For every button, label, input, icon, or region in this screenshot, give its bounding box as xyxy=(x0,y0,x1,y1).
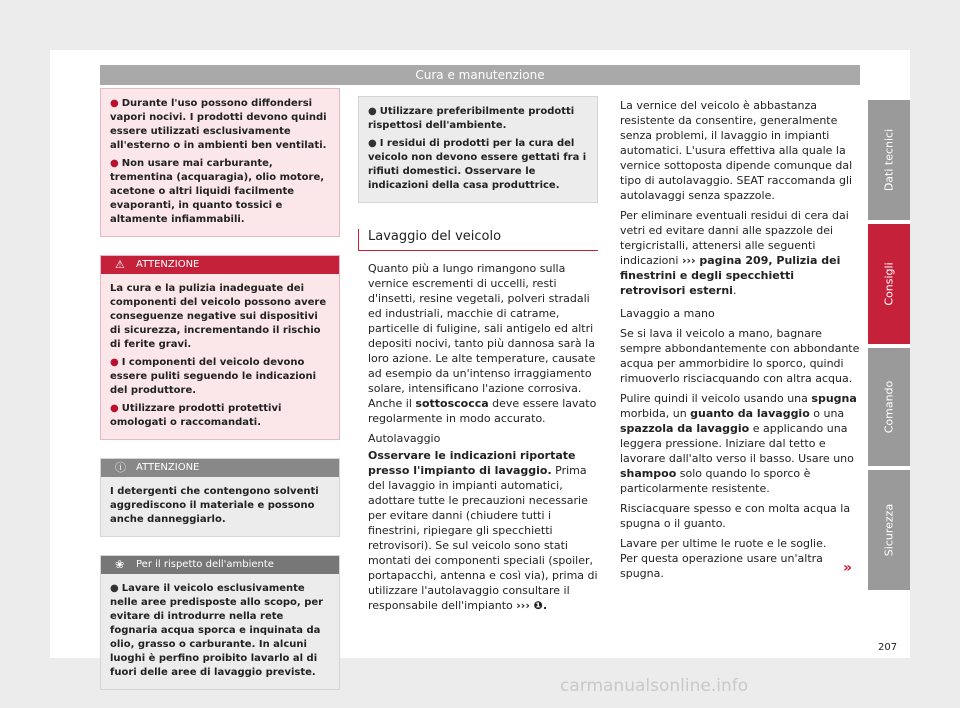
page-number: 207 xyxy=(878,642,898,653)
paragraph: Osservare le indicazioni riportate presso l'impianto di lavaggio. Prima del lavaggio in impianti automatici, adottare tutte le precauzioni necessarie per evitare danni (chiudere tutti i finestrini, ripiegare gli specchietti retrovisori). Se sul veicolo sono stati montati dei componenti speciali (spoiler, portapacchi, antenna e così via), prima di utilizzare l'autolavaggio consultare il responsabile dell'impianto ››› ❶. xyxy=(368,449,598,612)
paragraph: Risciacquare spesso e con molta acqua la spugna o il guanto. xyxy=(620,502,851,530)
bullet-item: ● I residui di prodotti per la cura del veicolo non devono essere gettati fra i rifiuti domestici. Osservare le indicazioni della casa produttrice. xyxy=(368,138,587,191)
paragraph: Pulire quindi il veicolo usando una spugna morbida, un guanto da lavaggio o una spazzola da lavaggio e applicando una leggera pressione. Iniziare dal tetto e lavorare dall'alto verso il basso. Usare uno shampoo solo quando lo sporco è particolarmente resistente. xyxy=(620,392,857,495)
bullet-item: ● Lavare il veicolo esclusivamente nelle aree predisposte allo scopo, per evitare di introdurre nella rete fognaria acqua sporca e inquinata da olio, grasso o carburante. In alcuni luoghi è perfino proibito lavarlo al di fuori delle aree di lavaggio previste. xyxy=(110,583,324,678)
warning-header: ⚠ ATTENZIONE xyxy=(101,256,339,274)
warning-intro: La cura e la pulizia inadeguate dei componenti del veicolo possono avere conseguenze negative sui dispositivi di sicurezza, incrementando il rischio di ferite gravi. xyxy=(110,283,327,350)
warning-continuation-box xyxy=(100,88,340,237)
section-title: Lavaggio del veicolo xyxy=(358,229,598,251)
continue-arrow-icon: » xyxy=(843,560,853,576)
tab-consigli[interactable]: Consigli xyxy=(868,224,910,344)
environment-box xyxy=(100,555,340,690)
environment-leaf-icon: ❀ xyxy=(115,558,125,571)
paragraph: Lavare per ultime le ruote e le soglie. Per questa operazione usare un'altra spugna. xyxy=(620,537,827,580)
notice-text: I detergenti che contengono solventi aggrediscono il materiale e possono anche danneggiarlo. xyxy=(110,486,319,525)
cross-reference-link[interactable]: ››› ❶. xyxy=(516,599,548,612)
warning-box-attenzione xyxy=(100,255,340,440)
info-circle-icon: ⓘ xyxy=(115,461,126,474)
notice-header: ⓘ ATTENZIONE xyxy=(101,459,339,477)
page-reference-link[interactable]: ››› pagina 209, Pulizia dei finestrini e degli specchietti retrovisori esterni xyxy=(620,254,841,297)
environment-continuation-box xyxy=(358,96,598,203)
tab-sicurezza[interactable]: Sicurezza xyxy=(868,470,910,590)
bullet-item: ● Non usare mai carburante, trementina (acquaragia), olio motore, acetone o altri liquidi facilmente evaporanti, in quanto tossici e altamente infiammabili. xyxy=(110,158,325,225)
bullet-item: ● Durante l'uso possono diffondersi vapori nocivi. I prodotti devono quindi essere utilizzati esclusivamente all'esterno o in ambienti ben ventilati. xyxy=(110,98,327,151)
subheading-autolavaggio: Autolavaggio xyxy=(368,432,441,445)
page-header: Cura e manutenzione xyxy=(100,65,860,85)
paragraph: Quanto più a lungo rimangono sulla vernice escrementi di uccelli, resti d'insetti, resine vegetali, polveri stradali ed industriali, macchie di catrame, particelle di fuligine, sali antigelo ed altri depositi nocivi, tanto più dannosa sarà la loro azione. Le alte temperature, causate ad esempio da un'intenso irraggiamento solare, intensificano l'azione corrosiva. Anche il sottoscocca deve essere lavato regolarmente in modo accurato. xyxy=(368,262,597,425)
subheading-lavaggio-a-mano: Lavaggio a mano xyxy=(620,307,715,320)
paragraph: Per eliminare eventuali residui di cera dai vetri ed evitare danni alle spazzole dei tergicristalli, attenersi alle seguenti indicazioni ››› pagina 209, Pulizia dei finestrini e degli specchietti retrovisori esterni. xyxy=(620,209,849,297)
column-middle xyxy=(358,96,598,618)
bullet-item: ● I componenti del veicolo devono essere puliti seguendo le indicazioni del produttore. xyxy=(110,357,317,396)
warning-triangle-icon: ⚠ xyxy=(115,258,125,271)
paragraph: Se si lava il veicolo a mano, bagnare sempre abbondantemente con abbondante acqua per ammorbidire lo sporco, quindi rimuoverlo risciacquando con altra acqua. xyxy=(620,327,860,385)
tab-comando[interactable]: Comando xyxy=(868,348,910,466)
environment-header: ❀ Per il rispetto dell'ambiente xyxy=(101,556,339,574)
bullet-item: ● Utilizzare prodotti protettivi omologati o raccomandati. xyxy=(110,403,282,428)
paragraph: La vernice del veicolo è abbastanza resistente da consentire, generalmente senza problemi, il lavaggio in impianti automatici. L'usura effettiva alla quale la vernice sottoposta dipende comunque dal tipo di autolavaggio. SEAT raccomanda gli autolavaggi senza spazzole. xyxy=(620,99,853,202)
watermark: carmanualsonline.info xyxy=(560,676,749,696)
column-left xyxy=(100,88,340,690)
column-right xyxy=(620,98,860,586)
bullet-item: ● Utilizzare preferibilmente prodotti rispettosi dell'ambiente. xyxy=(368,106,575,131)
tab-dati-tecnici[interactable]: Dati tecnici xyxy=(868,100,910,220)
notice-box-attenzione xyxy=(100,458,340,537)
